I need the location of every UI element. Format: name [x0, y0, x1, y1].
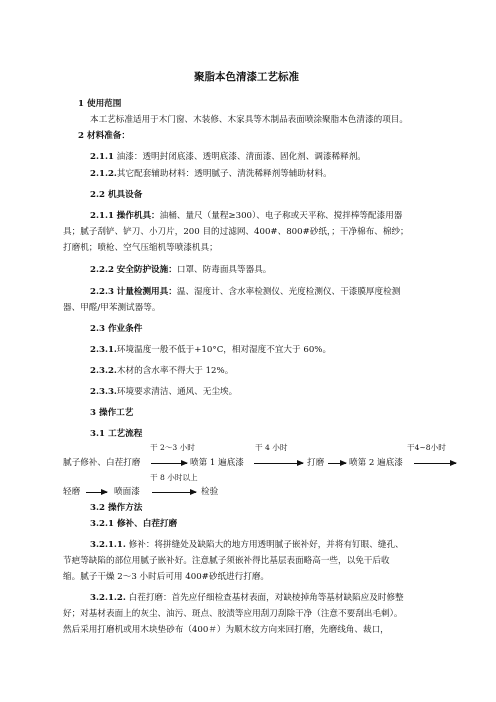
- flow-step-3: 打磨: [307, 458, 325, 468]
- item-2-3-3: [90, 386, 237, 398]
- section-1-text: 本工艺标准适用于木门窗、木装修、木家具等木制品表面喷涂聚脂本色清漆的项目。: [90, 115, 408, 125]
- flow-arrow-3: [328, 463, 346, 464]
- item-number: 3.2.1: [90, 519, 114, 529]
- section-2-3-heading: 2.3 作业条件: [90, 324, 143, 334]
- flow-arrow-1: [151, 463, 187, 464]
- item-2-2-1: [90, 210, 402, 222]
- item-2-3-2: [90, 365, 233, 377]
- flow-duration-3: 干4~8小时: [407, 443, 446, 452]
- item-3-2-1-1: [90, 539, 404, 551]
- item-3-2-1-2-line3: 然后采用打磨机或用木块垫砂布（400＃）为顺木纹方向来回打磨，先磨线角、裁口，: [63, 625, 389, 635]
- item-text: 油桶、量尺（量程≥300）、电子称或天平称、搅拌棒等配漆用器: [159, 211, 403, 221]
- item-text: 口罩、防毒面具等器具。: [176, 265, 272, 275]
- item-number: 2.2.2: [90, 265, 114, 275]
- item-label: 修补、白茬打磨: [116, 519, 178, 529]
- flow-arrow-2: [254, 463, 303, 464]
- flow-duration-2: 干 4 小时: [255, 443, 288, 452]
- item-2-2-1-line3: 打磨机；喷枪、空气压缩机等喷漆机具；: [63, 243, 218, 253]
- section-2-2-heading: 2.2 机具设备: [90, 190, 143, 200]
- item-label: 安全防护设施：: [116, 265, 177, 275]
- item-text: 其它配套辅助材料：透明腻子、清洗稀释剂等辅助材料。: [116, 169, 332, 179]
- item-3-2-1-1-line2: 节疤等缺陷的部位用腻子嵌补好。注意腻子须嵌补得比基层表面略高一些，以免干后收: [63, 556, 390, 566]
- flow-step-2: 喷第 1 遍底漆: [190, 458, 244, 468]
- item-label: 计量检测用具：: [116, 287, 177, 297]
- item-text: 环境温度一般不低于+10°C，相对湿度不宜大于 60%。: [116, 345, 332, 355]
- flow-duration-1: 干 2～3 小时: [150, 443, 195, 452]
- flow-arrow-6: [152, 492, 196, 493]
- flow-step-6: 喷面漆: [114, 487, 140, 497]
- section-3-2-heading: 3.2 操作方法: [90, 503, 143, 513]
- item-number: 2.1.1: [90, 211, 114, 221]
- section-3-1-heading: 3.1 工艺流程: [90, 429, 143, 439]
- section-2-heading: 2 材料准备：: [78, 131, 130, 141]
- item-2-2-3-line2: 器、甲醛/甲苯测试器等。: [63, 303, 161, 313]
- document-title: 聚脂本色清漆工艺标准: [194, 71, 299, 83]
- item-number: 2.1.2.: [90, 169, 117, 179]
- item-3-2-1-2-line2: 好；对基材表面上的灰尘、油污、斑点、胶渍等应用刮刀刮除干净（注意不要刮出毛刺）。: [63, 609, 403, 619]
- item-number: 2.3.3.: [90, 387, 117, 397]
- item-text: 修补：将拼缝处及缺陷大的地方用透明腻子嵌补好，并将有钉眼、缝孔、: [128, 540, 404, 550]
- flow-step-1: 腻子修补、白茬打磨: [63, 458, 141, 468]
- section-3-2-1-heading: [90, 518, 177, 530]
- item-text: 白茬打磨：首先应仔细检查基材表面，对缺棱掉角等基材缺陷应及时修整: [128, 593, 404, 603]
- item-2-1-2: [90, 168, 332, 180]
- item-number: 2.3.1.: [90, 345, 117, 355]
- item-label: 操作机具：: [116, 211, 160, 221]
- item-3-2-1-1-line3: 缩。腻子干燥 2～3 小时后可用 400#砂纸进行打磨。: [63, 572, 270, 582]
- item-number: 3.2.1.1.: [90, 540, 126, 550]
- item-number: 2.3.2.: [90, 366, 117, 376]
- item-text: 环境要求清洁、通风、无尘埃。: [116, 387, 238, 397]
- flow-arrow-4: [414, 463, 456, 464]
- section-3-heading: 3 操作工艺: [90, 408, 134, 418]
- item-text: 温、湿度计、含水率检测仪、光度检测仪、干漆膜厚度检测: [176, 287, 401, 297]
- item-2-3-1: [90, 344, 331, 356]
- item-3-2-1-2: [90, 592, 404, 604]
- section-1-heading: 1 使用范围: [78, 99, 122, 109]
- flow-step-4: 喷第 2 遍底漆: [349, 458, 403, 468]
- item-number: 2.2.3: [90, 287, 114, 297]
- item-2-2-1-line2: 具；腻子刮铲、铲刀、小刀片，200 目的过滤网、400#、800#砂纸，；干净棉布、棉纱；: [63, 227, 409, 237]
- item-text: 木材的含水率不得大于 12%。: [116, 366, 234, 376]
- item-number: 3.2.1.2.: [90, 593, 126, 603]
- item-number: 2.1.1: [90, 152, 114, 162]
- item-text: 油漆：透明封闭底漆、透明底漆、清面漆、固化剂、调漆稀释剂。: [116, 152, 366, 162]
- item-2-2-3: [90, 286, 400, 298]
- flow-step-5: 轻磨: [63, 487, 81, 497]
- item-2-1-1: [90, 151, 366, 163]
- flow-arrow-5: [86, 492, 107, 493]
- flow-duration-4: 干 8 小时以上: [150, 473, 198, 482]
- item-2-2-2: [90, 264, 271, 276]
- flow-step-7: 检验: [201, 487, 219, 497]
